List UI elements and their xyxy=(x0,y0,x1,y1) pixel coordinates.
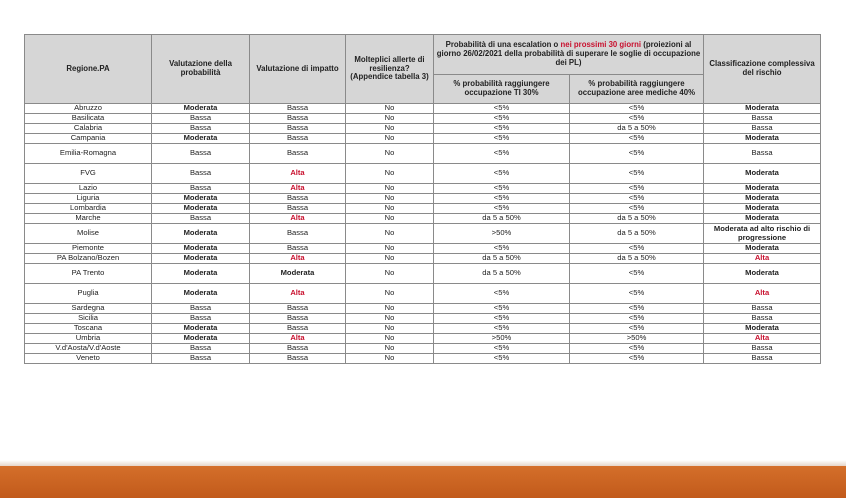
header-impact: Valutazione di impatto xyxy=(250,35,346,104)
cell-medical: <5% xyxy=(570,194,704,204)
cell-alerts: No xyxy=(346,124,434,134)
cell-medical: da 5 a 50% xyxy=(570,214,704,224)
cell-alerts: No xyxy=(346,144,434,164)
cell-probability: Moderata xyxy=(152,134,250,144)
cell-medical: <5% xyxy=(570,164,704,184)
cell-alerts: No xyxy=(346,334,434,344)
cell-risk-class: Bassa xyxy=(704,124,821,134)
cell-medical: da 5 a 50% xyxy=(570,254,704,264)
header-medical-occupancy: % probabilità raggiungere occupazione aree mediche 40% xyxy=(570,74,704,103)
cell-probability: Bassa xyxy=(152,214,250,224)
cell-alerts: No xyxy=(346,314,434,324)
cell-alerts: No xyxy=(346,324,434,334)
table-row xyxy=(25,134,821,144)
cell-probability: Bassa xyxy=(152,164,250,184)
cell-ti: >50% xyxy=(434,334,570,344)
cell-medical: <5% xyxy=(570,324,704,334)
cell-ti: <5% xyxy=(434,104,570,114)
cell-alerts: No xyxy=(346,164,434,184)
cell-medical: <5% xyxy=(570,354,704,364)
cell-medical: <5% xyxy=(570,304,704,314)
cell-ti: da 5 a 50% xyxy=(434,214,570,224)
cell-ti: da 5 a 50% xyxy=(434,264,570,284)
cell-probability: Moderata xyxy=(152,264,250,284)
cell-region: Liguria xyxy=(25,194,152,204)
cell-impact: Alta xyxy=(250,184,346,194)
cell-risk-class: Moderata xyxy=(704,244,821,254)
cell-risk-class: Moderata xyxy=(704,264,821,284)
cell-impact: Bassa xyxy=(250,124,346,134)
cell-ti: <5% xyxy=(434,134,570,144)
cell-medical: <5% xyxy=(570,104,704,114)
cell-probability: Bassa xyxy=(152,184,250,194)
cell-alerts: No xyxy=(346,254,434,264)
table-row xyxy=(25,254,821,264)
cell-region: Lombardia xyxy=(25,204,152,214)
cell-risk-class: Moderata xyxy=(704,194,821,204)
cell-probability: Moderata xyxy=(152,324,250,334)
cell-region: Campania xyxy=(25,134,152,144)
cell-medical: <5% xyxy=(570,344,704,354)
table-row xyxy=(25,204,821,214)
table-row xyxy=(25,244,821,254)
cell-medical: <5% xyxy=(570,284,704,304)
cell-risk-class: Moderata ad alto rischio di progressione xyxy=(704,224,821,244)
cell-probability: Moderata xyxy=(152,254,250,264)
cell-alerts: No xyxy=(346,104,434,114)
cell-region: Puglia xyxy=(25,284,152,304)
cell-alerts: No xyxy=(346,224,434,244)
cell-impact: Alta xyxy=(250,254,346,264)
cell-ti: <5% xyxy=(434,304,570,314)
cell-ti: <5% xyxy=(434,144,570,164)
cell-impact: Bassa xyxy=(250,114,346,124)
cell-impact: Bassa xyxy=(250,314,346,324)
cell-probability: Moderata xyxy=(152,104,250,114)
cell-ti: <5% xyxy=(434,124,570,134)
cell-ti: <5% xyxy=(434,244,570,254)
cell-impact: Alta xyxy=(250,334,346,344)
risk-table-container xyxy=(24,34,820,364)
cell-impact: Bassa xyxy=(250,324,346,334)
cell-medical: <5% xyxy=(570,264,704,284)
cell-impact: Alta xyxy=(250,214,346,224)
table-row xyxy=(25,164,821,184)
cell-region: Calabria xyxy=(25,124,152,134)
table-row xyxy=(25,264,821,284)
cell-probability: Bassa xyxy=(152,124,250,134)
header-resilience-alerts: Molteplici allerte di resilienza? (Appendice tabella 3) xyxy=(346,35,434,104)
cell-ti: <5% xyxy=(434,284,570,304)
cell-probability: Moderata xyxy=(152,244,250,254)
cell-impact: Bassa xyxy=(250,354,346,364)
cell-alerts: No xyxy=(346,114,434,124)
cell-region: Basilicata xyxy=(25,114,152,124)
cell-probability: Moderata xyxy=(152,284,250,304)
cell-region: Piemonte xyxy=(25,244,152,254)
cell-impact: Moderata xyxy=(250,264,346,284)
cell-ti: <5% xyxy=(434,114,570,124)
table-row xyxy=(25,184,821,194)
cell-probability: Moderata xyxy=(152,194,250,204)
cell-region: PA Bolzano/Bozen xyxy=(25,254,152,264)
cell-medical: <5% xyxy=(570,144,704,164)
cell-region: Emilia-Romagna xyxy=(25,144,152,164)
table-row xyxy=(25,284,821,304)
table-row xyxy=(25,124,821,134)
cell-impact: Bassa xyxy=(250,194,346,204)
cell-impact: Alta xyxy=(250,164,346,184)
cell-alerts: No xyxy=(346,194,434,204)
table-row xyxy=(25,224,821,244)
cell-probability: Bassa xyxy=(152,354,250,364)
cell-risk-class: Bassa xyxy=(704,144,821,164)
cell-ti: <5% xyxy=(434,314,570,324)
cell-region: Marche xyxy=(25,214,152,224)
cell-impact: Bassa xyxy=(250,104,346,114)
cell-alerts: No xyxy=(346,244,434,254)
cell-probability: Moderata xyxy=(152,334,250,344)
footer-bar xyxy=(0,466,846,498)
cell-ti: <5% xyxy=(434,324,570,334)
table-row xyxy=(25,354,821,364)
header-region: Regione.PA xyxy=(25,35,152,104)
cell-impact: Bassa xyxy=(250,134,346,144)
cell-alerts: No xyxy=(346,284,434,304)
cell-impact: Alta xyxy=(250,284,346,304)
cell-ti: <5% xyxy=(434,184,570,194)
cell-probability: Bassa xyxy=(152,114,250,124)
cell-risk-class: Alta xyxy=(704,254,821,264)
cell-probability: Moderata xyxy=(152,224,250,244)
cell-alerts: No xyxy=(346,134,434,144)
cell-risk-class: Moderata xyxy=(704,204,821,214)
cell-ti: <5% xyxy=(434,354,570,364)
cell-alerts: No xyxy=(346,264,434,284)
header-overall-risk: Classificazione complessiva del rischio xyxy=(704,35,821,104)
table-row xyxy=(25,194,821,204)
cell-risk-class: Bassa xyxy=(704,314,821,324)
cell-ti: <5% xyxy=(434,344,570,354)
table-row xyxy=(25,334,821,344)
cell-probability: Moderata xyxy=(152,204,250,214)
cell-region: Sicilia xyxy=(25,314,152,324)
cell-ti: <5% xyxy=(434,164,570,184)
cell-risk-class: Bassa xyxy=(704,114,821,124)
header-ti-occupancy: % probabilità raggiungere occupazione TI 30% xyxy=(434,74,570,103)
cell-probability: Bassa xyxy=(152,144,250,164)
cell-probability: Bassa xyxy=(152,304,250,314)
cell-probability: Bassa xyxy=(152,344,250,354)
cell-region: Abruzzo xyxy=(25,104,152,114)
cell-impact: Bassa xyxy=(250,244,346,254)
cell-medical: <5% xyxy=(570,314,704,324)
cell-medical: da 5 a 50% xyxy=(570,224,704,244)
cell-medical: <5% xyxy=(570,184,704,194)
cell-risk-class: Moderata xyxy=(704,324,821,334)
cell-medical: <5% xyxy=(570,204,704,214)
table-row xyxy=(25,344,821,354)
cell-region: V.d'Aosta/V.d'Aoste xyxy=(25,344,152,354)
cell-impact: Bassa xyxy=(250,144,346,164)
cell-risk-class: Bassa xyxy=(704,344,821,354)
cell-medical: <5% xyxy=(570,114,704,124)
cell-medical: <5% xyxy=(570,134,704,144)
cell-region: Lazio xyxy=(25,184,152,194)
risk-classification-table xyxy=(24,34,821,364)
cell-risk-class: Moderata xyxy=(704,164,821,184)
cell-impact: Bassa xyxy=(250,204,346,214)
table-row xyxy=(25,144,821,164)
cell-ti: <5% xyxy=(434,194,570,204)
cell-ti: >50% xyxy=(434,224,570,244)
cell-impact: Bassa xyxy=(250,304,346,314)
cell-medical: da 5 a 50% xyxy=(570,124,704,134)
cell-alerts: No xyxy=(346,204,434,214)
cell-region: Veneto xyxy=(25,354,152,364)
table-body xyxy=(25,104,821,364)
cell-risk-class: Bassa xyxy=(704,354,821,364)
cell-region: Toscana xyxy=(25,324,152,334)
header-escalation: Probabilità di una escalation o nei prossimi 30 giorni (proiezioni al giorno 26/02/2021 della probabilità di superare le soglie di occupazione dei PL) xyxy=(434,35,704,75)
cell-alerts: No xyxy=(346,344,434,354)
cell-impact: Bassa xyxy=(250,224,346,244)
cell-risk-class: Bassa xyxy=(704,304,821,314)
cell-ti: da 5 a 50% xyxy=(434,254,570,264)
cell-alerts: No xyxy=(346,354,434,364)
header-probability: Valutazione della probabilità xyxy=(152,35,250,104)
cell-alerts: No xyxy=(346,184,434,194)
cell-region: PA Trento xyxy=(25,264,152,284)
table-row xyxy=(25,214,821,224)
cell-ti: <5% xyxy=(434,204,570,214)
table-row xyxy=(25,314,821,324)
header-escalation-highlight: nei prossimi 30 giorni xyxy=(560,40,642,50)
cell-region: Molise xyxy=(25,224,152,244)
cell-risk-class: Moderata xyxy=(704,214,821,224)
cell-medical: <5% xyxy=(570,244,704,254)
cell-risk-class: Moderata xyxy=(704,134,821,144)
cell-impact: Bassa xyxy=(250,344,346,354)
cell-medical: >50% xyxy=(570,334,704,344)
table-row xyxy=(25,114,821,124)
cell-risk-class: Moderata xyxy=(704,184,821,194)
cell-probability: Bassa xyxy=(152,314,250,324)
cell-region: Umbria xyxy=(25,334,152,344)
table-row xyxy=(25,104,821,114)
cell-region: Sardegna xyxy=(25,304,152,314)
cell-risk-class: Alta xyxy=(704,334,821,344)
cell-risk-class: Alta xyxy=(704,284,821,304)
table-row xyxy=(25,304,821,314)
cell-alerts: No xyxy=(346,304,434,314)
cell-region: FVG xyxy=(25,164,152,184)
cell-risk-class: Moderata xyxy=(704,104,821,114)
table-row xyxy=(25,324,821,334)
cell-alerts: No xyxy=(346,214,434,224)
